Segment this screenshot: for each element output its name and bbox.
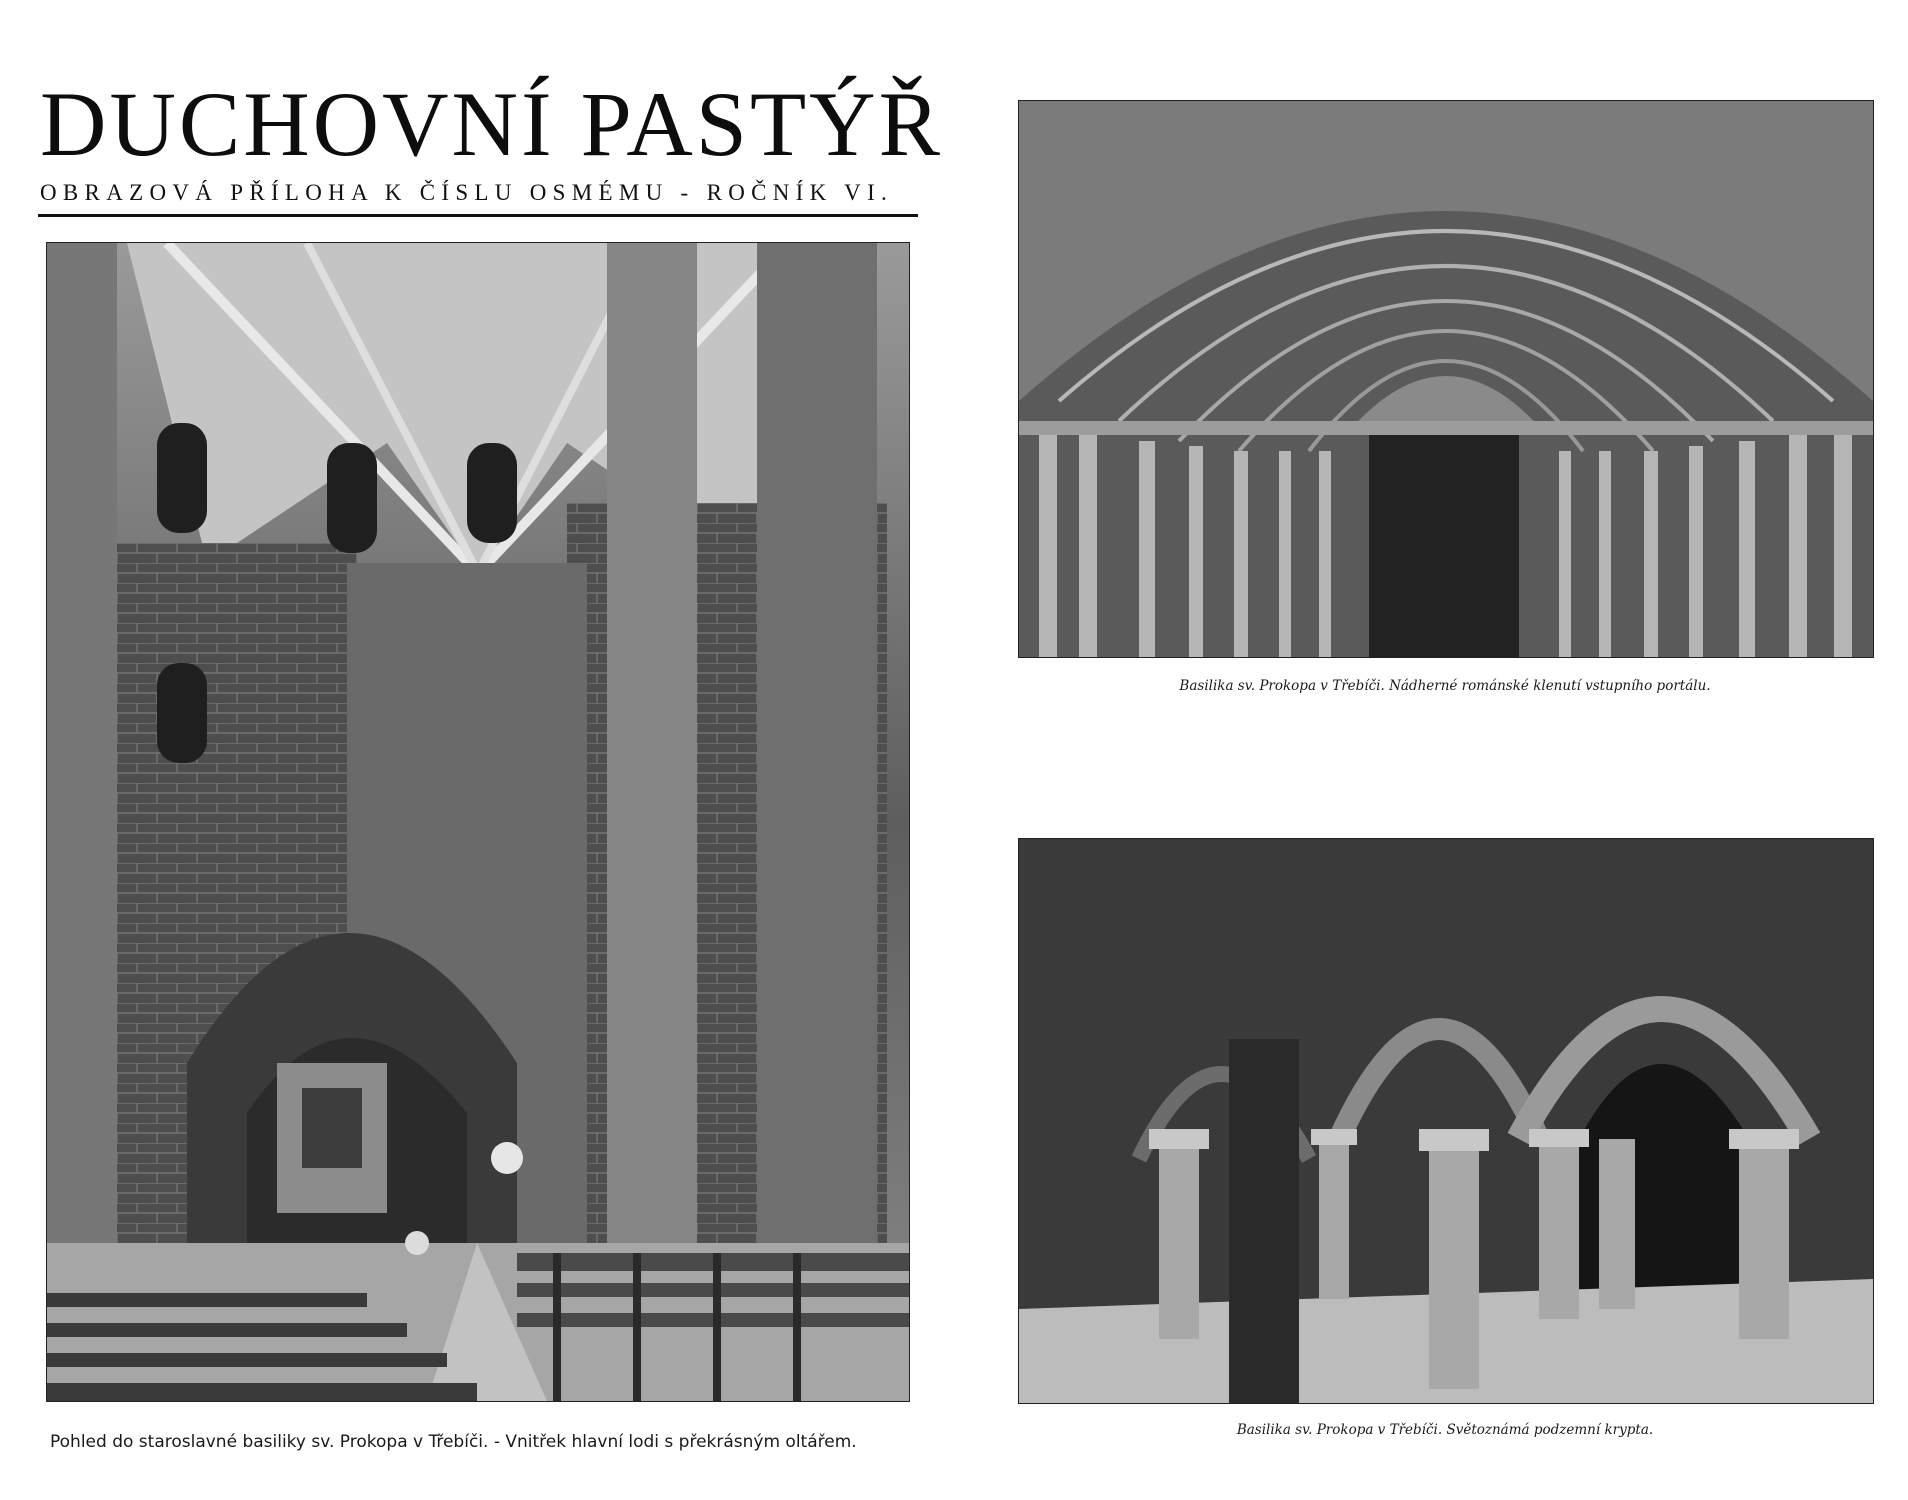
caption-crypt: Basilika sv. Prokopa v Třebíči. Světoznámá podzemní krypta.: [1236, 1422, 1654, 1438]
portal-illustration: [1019, 101, 1873, 657]
caption-nave: Pohled do staroslavné basiliky sv. Prokopa v Třebíči. - Vnitřek hlavní lodi s překrásným oltářem.: [50, 1432, 857, 1452]
masthead-title: DUCHOVNÍ PASTÝŘ: [40, 73, 943, 175]
caption-portal: Basilika sv. Prokopa v Třebíči. Nádherné románské klenutí vstupního portálu.: [1179, 678, 1711, 694]
masthead-rule: [38, 214, 918, 217]
photo-nave-interior: [46, 242, 910, 1402]
nave-illustration: [47, 243, 909, 1401]
photo-crypt: [1018, 838, 1874, 1404]
crypt-illustration: [1019, 839, 1873, 1403]
photo-entrance-portal: [1018, 100, 1874, 658]
masthead-subtitle: OBRAZOVÁ PŘÍLOHA K ČÍSLU OSMÉMU - ROČNÍK VI.: [40, 180, 894, 205]
